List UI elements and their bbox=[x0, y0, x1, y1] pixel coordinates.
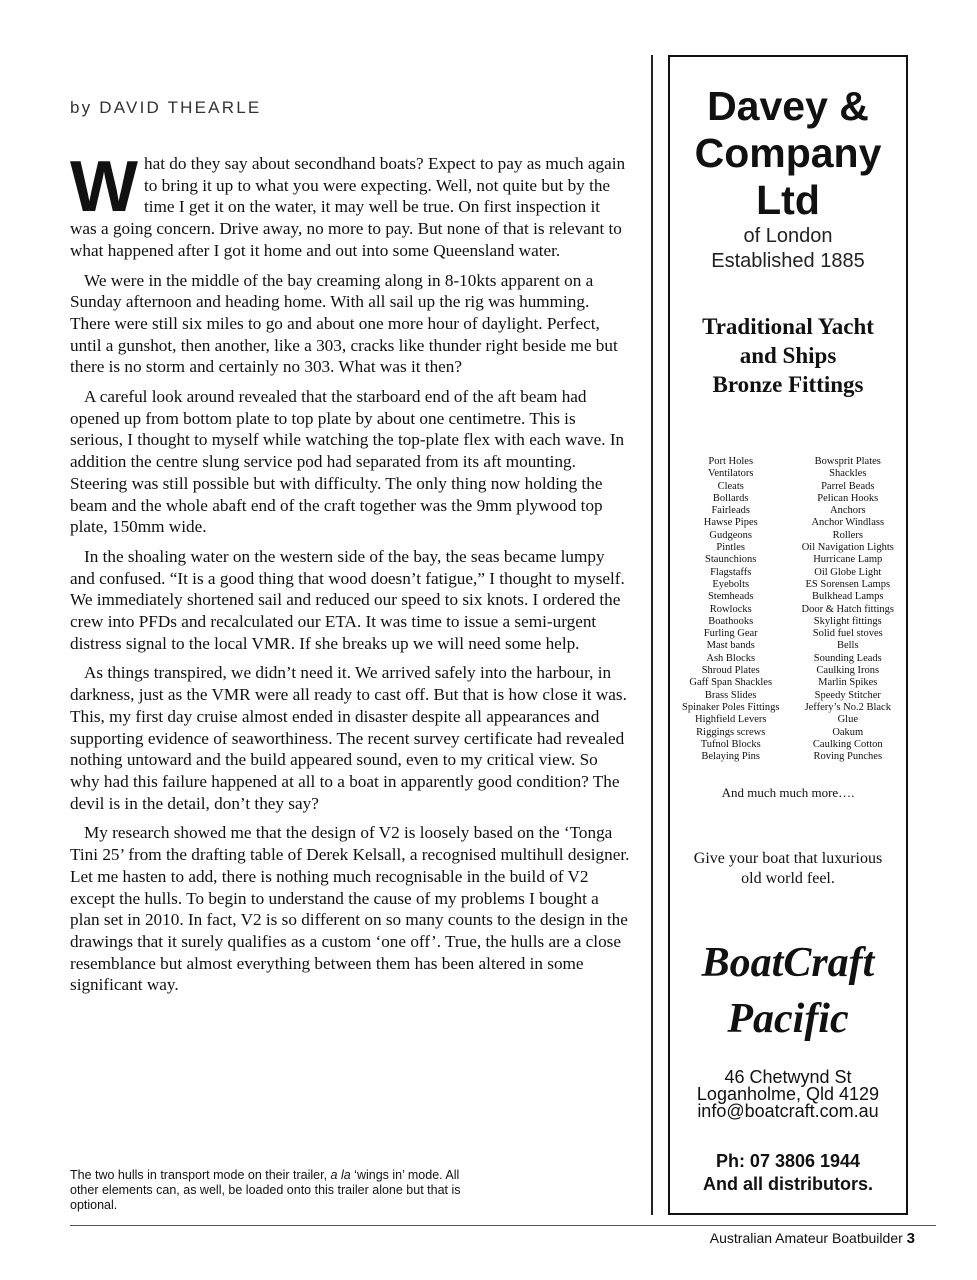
product-item: Gudgeons bbox=[709, 529, 753, 541]
product-list-left bbox=[682, 456, 779, 763]
byline: by DAVID THEARLE bbox=[70, 98, 262, 117]
paragraph: In the shoaling water on the western side of the bay, the seas became lumpy and confused. “It is a good thing that wood doesn’t fatigue,” I thought to myself. We immediately shortened sail and reduced our speed to six knots. I ordered the crew into PFDs and recalculated our ETA. It was time to issue a semi-urgent distress signal to the local VMR. If she breaks up we will need some help. bbox=[70, 546, 625, 653]
product-item: Ventilators bbox=[707, 468, 754, 480]
ad-slogan: Give your boat that luxurious old world feel. bbox=[693, 850, 883, 888]
ad-subtitle: of London Established 1885 bbox=[711, 225, 865, 272]
paragraph: As things transpired, we didn’t need it. We arrived safely into the harbour, in darkness, just as the VMR were all ready to cast off. But that is how close it was. This, my first day cruise almost ended in disaster despite all appearances and supporting evidence of seaworthiness. The recent survey certificate had revealed nothing untoward and the build appeared sound, even to my critical view. So why had this failure happened at all to a boat in apparently good condition? The devil is in the detail, don’t they say? bbox=[70, 663, 627, 813]
drop-cap: W bbox=[70, 147, 138, 227]
product-item: Boathooks bbox=[708, 615, 754, 627]
product-item: Hawse Pipes bbox=[703, 517, 758, 529]
advertisement bbox=[668, 55, 908, 1215]
product-item: Bulkhead Lamps bbox=[812, 591, 884, 603]
product-item: Furling Gear bbox=[703, 628, 758, 640]
product-item: Flagstaffs bbox=[710, 566, 752, 578]
product-item: Stemheads bbox=[707, 591, 754, 603]
product-item: Speedy Stitcher bbox=[814, 689, 881, 701]
footer-rule bbox=[70, 1225, 936, 1226]
product-item: Sounding Leads bbox=[813, 652, 882, 664]
ad-tagline: Traditional Yacht and Ships Bronze Fittings bbox=[702, 314, 874, 397]
product-item: Door & Hatch fittings bbox=[801, 603, 894, 615]
product-item: Highfield Levers bbox=[695, 714, 767, 726]
product-item: Oil Globe Light bbox=[814, 566, 882, 578]
caption-text: The two hulls in transport mode on their trailer, bbox=[70, 1168, 331, 1182]
page-number: 3 bbox=[906, 1230, 915, 1247]
caption-text: ‘wings in’ mode. All other elements can, as well, be loaded onto this trailer alone but that is optional. bbox=[70, 1168, 461, 1212]
product-item: Tufnol Blocks bbox=[700, 738, 761, 750]
product-item: Parrel Beads bbox=[821, 480, 875, 492]
product-item: Brass Slides bbox=[704, 689, 757, 701]
paragraph: My research showed me that the design of V2 is loosely based on the ‘Tonga Tini 25’ from the drafting table of Derek Kelsall, a recognised multihull designer. Let me hasten to add, there is nothing much recognisable in the build of V2 except the hulls. To begin to understand the cause of my problems I bought a plan set in 2010. In fact, V2 is so different on so many counts to the design in the drawings that it surely qualifies as a custom ‘one off’. True, the hulls are a close resemblance but almost everything between them has been altered in some significant way. bbox=[70, 823, 630, 995]
product-item: Caulking Cotton bbox=[812, 738, 883, 750]
product-item: Skylight fittings bbox=[813, 615, 882, 627]
ad-address: 46 Chetwynd St Loganholme, Qld 4129 info@boatcraft.com.au bbox=[696, 1067, 880, 1122]
ad-more: And much much more…. bbox=[721, 785, 855, 801]
product-list bbox=[682, 456, 894, 763]
product-item: Bowsprit Plates bbox=[814, 456, 881, 467]
product-item: Glue bbox=[837, 714, 858, 726]
paragraph bbox=[70, 147, 630, 262]
ad-company-name: Davey & Company Ltd bbox=[694, 83, 882, 223]
product-item: Roving Punches bbox=[813, 751, 883, 763]
photo-caption bbox=[70, 1168, 480, 1213]
paragraph: We were in the middle of the bay creaming along in 8-10kts apparent on a Sunday afternoon and heading home. With all sail up the rig was humming. There were still six miles to go and about one more hour of daylight. Perfect, until a gunshot, then another, like a 303, cracks like thunder right beside me but there is no storm and certainly no 303. What was it then? bbox=[70, 270, 618, 377]
product-item: Port Holes bbox=[708, 456, 754, 467]
product-item: Bollards bbox=[712, 492, 749, 504]
product-item: Anchors bbox=[829, 505, 866, 517]
product-item: Marlin Spikes bbox=[818, 677, 878, 689]
product-item: Rollers bbox=[832, 529, 863, 541]
product-item: Mast bands bbox=[706, 640, 755, 652]
product-item: Solid fuel stoves bbox=[812, 628, 883, 640]
product-item: Rowlocks bbox=[709, 603, 752, 615]
paragraph: A careful look around revealed that the starboard end of the aft beam had opened up from bottom plate to top plate by about one centimetre. This is serious, I thought to myself while watching the top-plate flex with each wave. In addition the centre slung service pod had separated from its aft mounting. Steering was still possible but with difficulty. The only thing now holding the beam and the whole abaft end of the craft together was the 9mm plywood top plate, 150mm wide. bbox=[70, 387, 625, 537]
column-divider bbox=[651, 55, 653, 1215]
product-item: Shroud Plates bbox=[701, 665, 760, 677]
product-item: Pintles bbox=[716, 542, 746, 554]
product-item: Anchor Windlass bbox=[811, 517, 885, 529]
ad-phone: Ph: 07 3806 1944 And all distributors. bbox=[702, 1151, 873, 1195]
product-item: Ash Blocks bbox=[706, 652, 756, 664]
boatcraft-logo: BoatCraft Pacific bbox=[701, 940, 875, 1043]
product-item: Cleats bbox=[717, 480, 744, 492]
product-item: Pelican Hooks bbox=[817, 492, 879, 504]
paragraph-text: hat do they say about secondhand boats? Expect to pay as much again to bring it up to what you were expecting. Well, not quite but by the time I get it on the water, it may well be true. On first inspection it was a going concern. Drive away, no more to pay. But none of that is relevant to what happened after I got it home and out into some Queensland water. bbox=[70, 154, 626, 260]
product-item: Jeffery’s No.2 Black bbox=[804, 701, 891, 713]
page-footer bbox=[710, 1230, 915, 1247]
product-item: Bells bbox=[836, 640, 859, 652]
article-body bbox=[70, 147, 630, 1004]
magazine-name: Australian Amateur Boatbuilder bbox=[709, 1230, 903, 1246]
product-item: Caulking Irons bbox=[816, 665, 880, 677]
product-item: Fairleads bbox=[711, 505, 750, 517]
product-item: ES Sorensen Lamps bbox=[805, 578, 891, 590]
product-item: Belaying Pins bbox=[701, 751, 761, 763]
product-item: Eyebolts bbox=[712, 578, 750, 590]
product-item: Staunchions bbox=[705, 554, 757, 566]
product-item: Riggings screws bbox=[696, 726, 766, 738]
product-list-right bbox=[802, 456, 894, 763]
product-item: Gaff Span Shackles bbox=[689, 677, 773, 689]
product-item: Oil Navigation Lights bbox=[801, 542, 894, 554]
product-item: Spinaker Poles Fittings bbox=[682, 701, 780, 713]
caption-italic: a la bbox=[330, 1168, 351, 1182]
product-item: Shackles bbox=[829, 468, 867, 480]
product-item: Oakum bbox=[832, 726, 864, 738]
product-item: Hurricane Lamp bbox=[813, 554, 883, 566]
